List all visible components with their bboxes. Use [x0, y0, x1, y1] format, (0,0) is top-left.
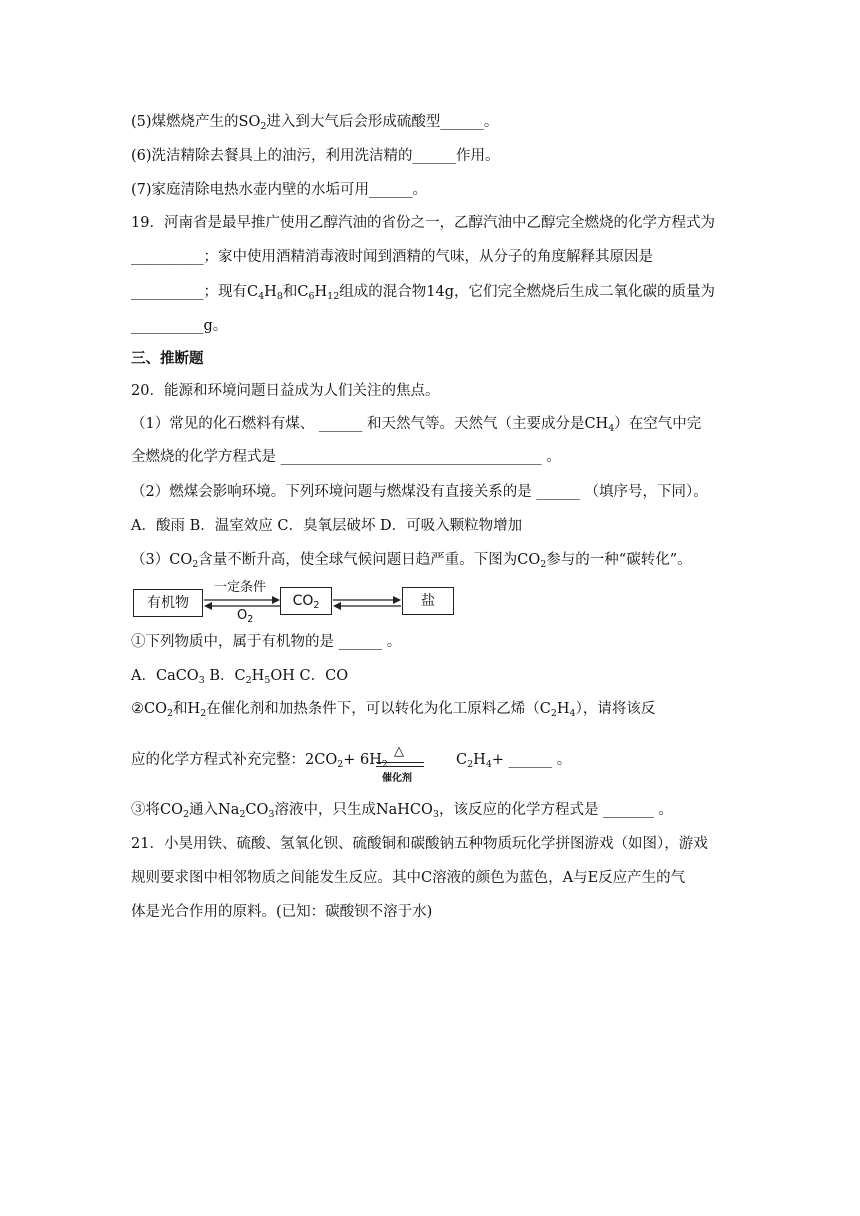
carbon-conversion-diagram	[131, 582, 471, 626]
question-21-line3: 体是光合作用的原料。(已知：碳酸钡不溶于水)	[131, 904, 433, 920]
question-20-title: 20．能源和环境问题日益成为人们关注的焦点。	[131, 383, 440, 399]
heat-icon: △	[394, 744, 404, 759]
salt-box: 盐	[402, 587, 454, 615]
condition-label: 一定条件	[214, 580, 267, 595]
question-19-line-2: __________；家中使用酒精消毒液时闻到酒精的气味，从分子的角度解释其原因是	[131, 249, 653, 265]
question-20-sub-ii-line2-left: 应的化学方程式补充完整：$2CO_2+ 6H_2$	[131, 752, 388, 770]
question-20-sub-ii-line2-right: $C_2H_4+$ ______ 。	[456, 752, 572, 770]
catalyst-label: 催化剂	[382, 773, 412, 784]
co2-box: $CO_2$	[280, 587, 332, 615]
question-20-part2-options: A．酸雨 B．温室效应 C．臭氧层破坏 D．可吸入颗粒物增加	[131, 518, 523, 534]
question-21-line2: 规则要求图中相邻物质之间能发生反应。其中C溶液的颜色为蓝色，A与E反应产生的气	[131, 870, 686, 886]
question-19-line-3: __________；现有$C_4H_8$和$C_6H_{12}$组成的混合物14g，它们完全燃烧后生成二氧化碳的质量为	[131, 284, 715, 302]
item-6: (6)洗洁精除去餐具上的油污，利用洗洁精的______作用。	[131, 148, 500, 164]
question-20-part3: $(3)CO_2$含量不断升高，使全球气候问题日趋严重。下图为$CO_2$参与的一种“碳转化”。	[131, 552, 692, 570]
section-heading: 三、推断题	[131, 350, 204, 367]
bidirectional-arrow-2	[331, 588, 403, 618]
question-20-sub-iii: ③将$CO_2$通入$Na_2CO_3$溶液中，只生成NaHCO$_3$，该反应的化学方程式是 _______ 。	[131, 802, 673, 820]
question-20-sub-i-options: A．CaCO$_3$ B．$C_2H_5OH$ C．CO	[131, 668, 349, 686]
item-7: (7)家庭清除电热水壶内壁的水垢可用______。	[131, 182, 428, 198]
question-20-part1-line2: 全燃烧的化学方程式是 ____________________________________ 。	[131, 449, 561, 465]
question-21-line1: 21．小昊用铁、硫酸、氢氧化钡、硫酸铜和碳酸钠五种物质玩化学拼图游戏（如图），游戏	[131, 836, 708, 852]
bidirectional-arrow-1	[202, 588, 282, 618]
question-20-sub-ii-line1: $②CO_2$和$H_2$在催化剂和加热条件下，可以转化为化工原料乙烯$(C_2H_4)$，请将该反	[131, 701, 656, 719]
question-19-line-4: __________g。	[131, 318, 228, 334]
question-20-sub-i: ①下列物质中，属于有机物的是 ______ 。	[131, 634, 402, 650]
catalyst-condition-symbol	[372, 744, 430, 784]
question-19-line-1: 19．河南省是最早推广使用乙醇汽油的省份之一，乙醇汽油中乙醇完全燃烧的化学方程式为	[131, 215, 715, 231]
item-5: (5)煤燃烧产生的$SO_2$进入到大气后会形成硫酸型______。	[131, 114, 499, 132]
oxygen-label: $O_2$	[237, 608, 254, 625]
organic-box: 有机物	[133, 589, 203, 617]
question-20-part1-line1: （1）常见的化石燃料有煤、 ______ 和天然气等。天然气（主要成分是$CH_4$）在空气中完	[131, 416, 702, 434]
question-20-part2: （2）燃煤会影响环境。下列环境问题与燃煤没有直接关系的是 ______ （填序号，下同）。	[131, 484, 708, 500]
